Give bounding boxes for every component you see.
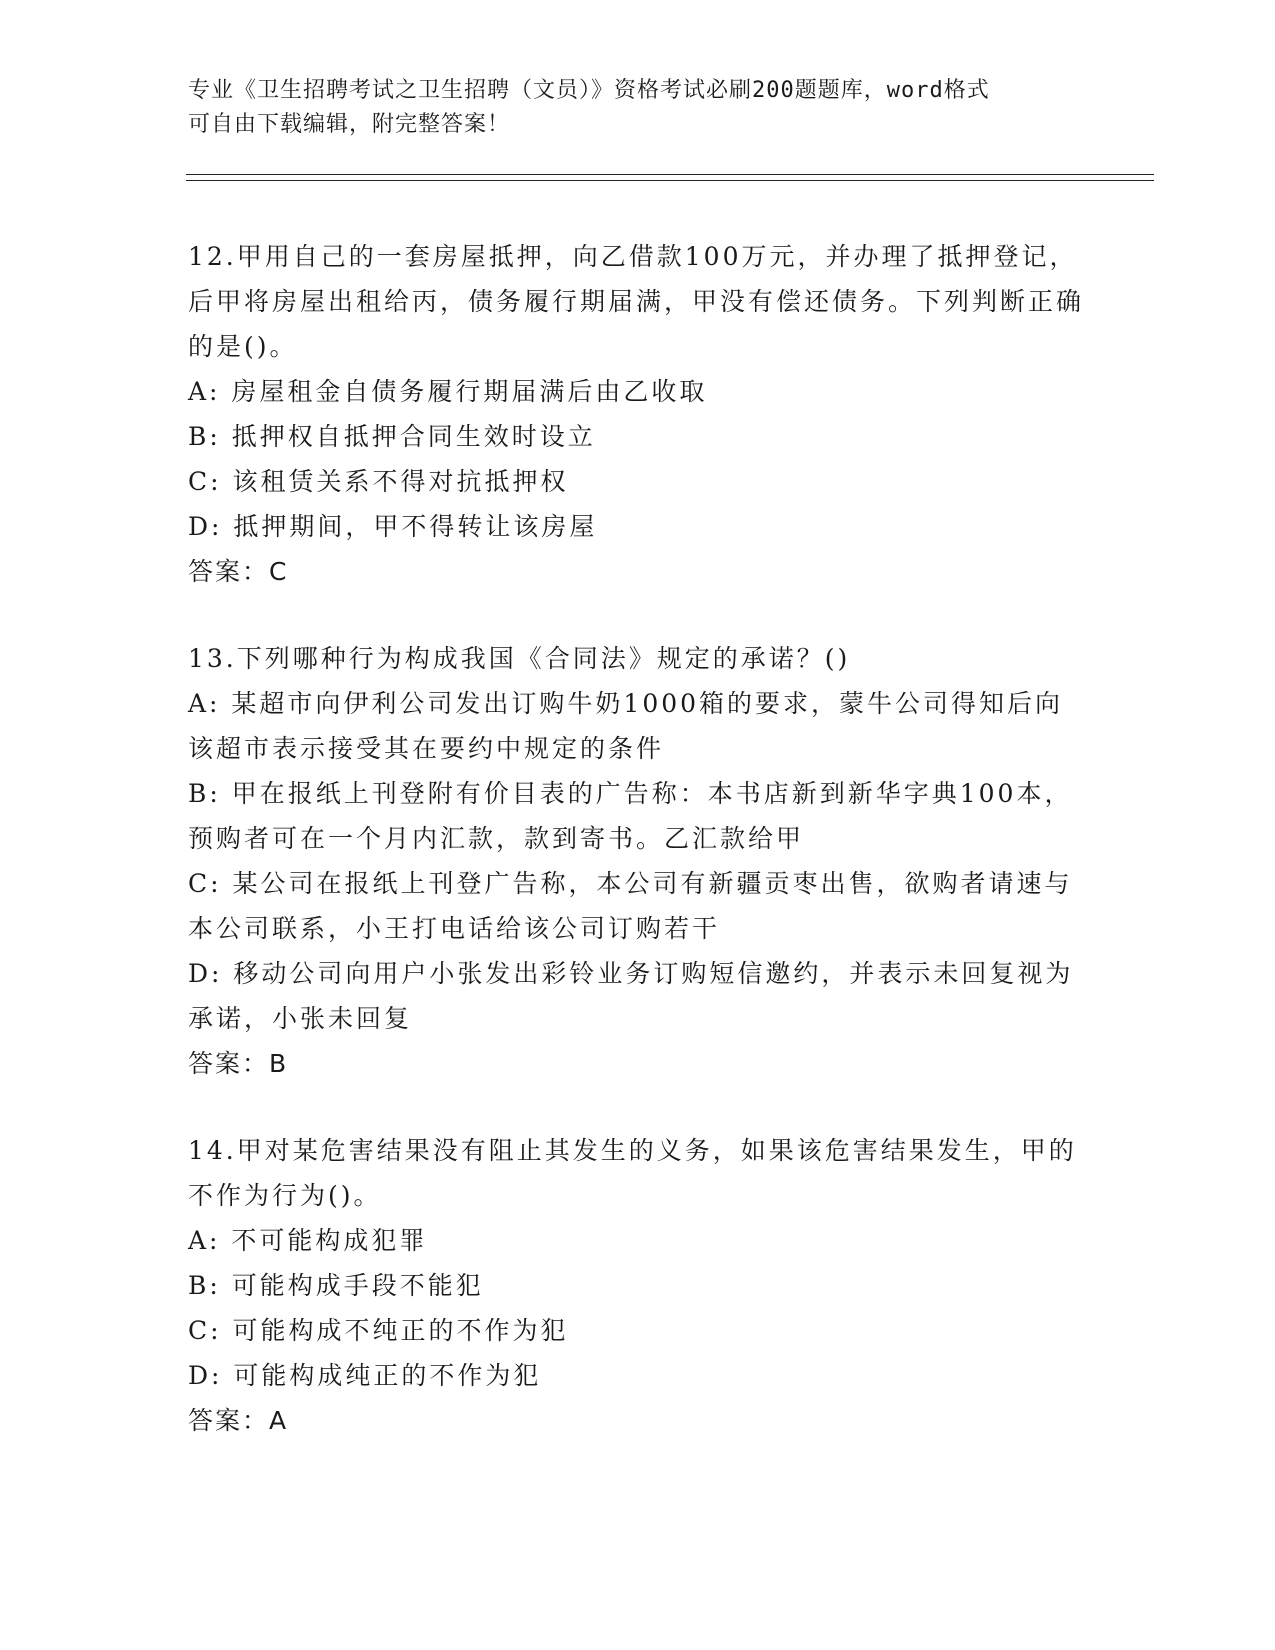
question-14 [188, 1128, 1088, 1443]
document-header [188, 74, 1088, 142]
answer-label: 答案：C [188, 557, 289, 586]
option-c: C: 可能构成不纯正的不作为犯 [188, 1316, 569, 1345]
option-b: B: 可能构成手段不能犯 [188, 1271, 484, 1300]
option-c: C: 某公司在报纸上刊登广告称，本公司有新疆贡枣出售，欲购者请速与本公司联系，小王打电话给该公司订购若干 [188, 869, 1073, 943]
option-c: C: 该租赁关系不得对抗抵押权 [188, 467, 569, 496]
question-text: 12.甲用自己的一套房屋抵押，向乙借款100万元，并办理了抵押登记，后甲将房屋出租给丙，债务履行期届满，甲没有偿还债务。下列判断正确的是()。 [188, 242, 1085, 361]
question-list [188, 234, 1088, 1485]
option-d: D: 可能构成纯正的不作为犯 [188, 1361, 542, 1390]
option-d: D: 抵押期间，甲不得转让该房屋 [188, 512, 598, 541]
header-line-1: 专业《卫生招聘考试之卫生招聘（文员）》资格考试必刷200题题库，word格式 [188, 78, 990, 103]
question-text: 13.下列哪种行为构成我国《合同法》规定的承诺？() [188, 644, 851, 673]
header-divider-bottom [186, 180, 1154, 181]
option-b: B: 甲在报纸上刊登附有价目表的广告称：本书店新到新华字典100本，预购者可在一个月内汇款，款到寄书。乙汇款给甲 [188, 779, 1073, 853]
question-12 [188, 234, 1088, 594]
question-text: 14.甲对某危害结果没有阻止其发生的义务，如果该危害结果发生，甲的不作为行为()。 [188, 1136, 1077, 1210]
answer-label: 答案：B [188, 1049, 289, 1078]
option-d: D: 移动公司向用户小张发出彩铃业务订购短信邀约，并表示未回复视为承诺，小张未回复 [188, 959, 1074, 1033]
option-b: B: 抵押权自抵押合同生效时设立 [188, 422, 596, 451]
header-line-2: 可自由下载编辑，附完整答案！ [188, 112, 511, 137]
header-divider-top [186, 174, 1154, 175]
option-a: A: 某超市向伊利公司发出订购牛奶1000箱的要求，蒙牛公司得知后向该超市表示接受其在要约中规定的条件 [188, 689, 1064, 763]
option-a: A: 不可能构成犯罪 [188, 1226, 428, 1255]
answer-label: 答案：A [188, 1406, 289, 1435]
question-13 [188, 636, 1088, 1086]
option-a: A: 房屋租金自债务履行期届满后由乙收取 [188, 377, 708, 406]
